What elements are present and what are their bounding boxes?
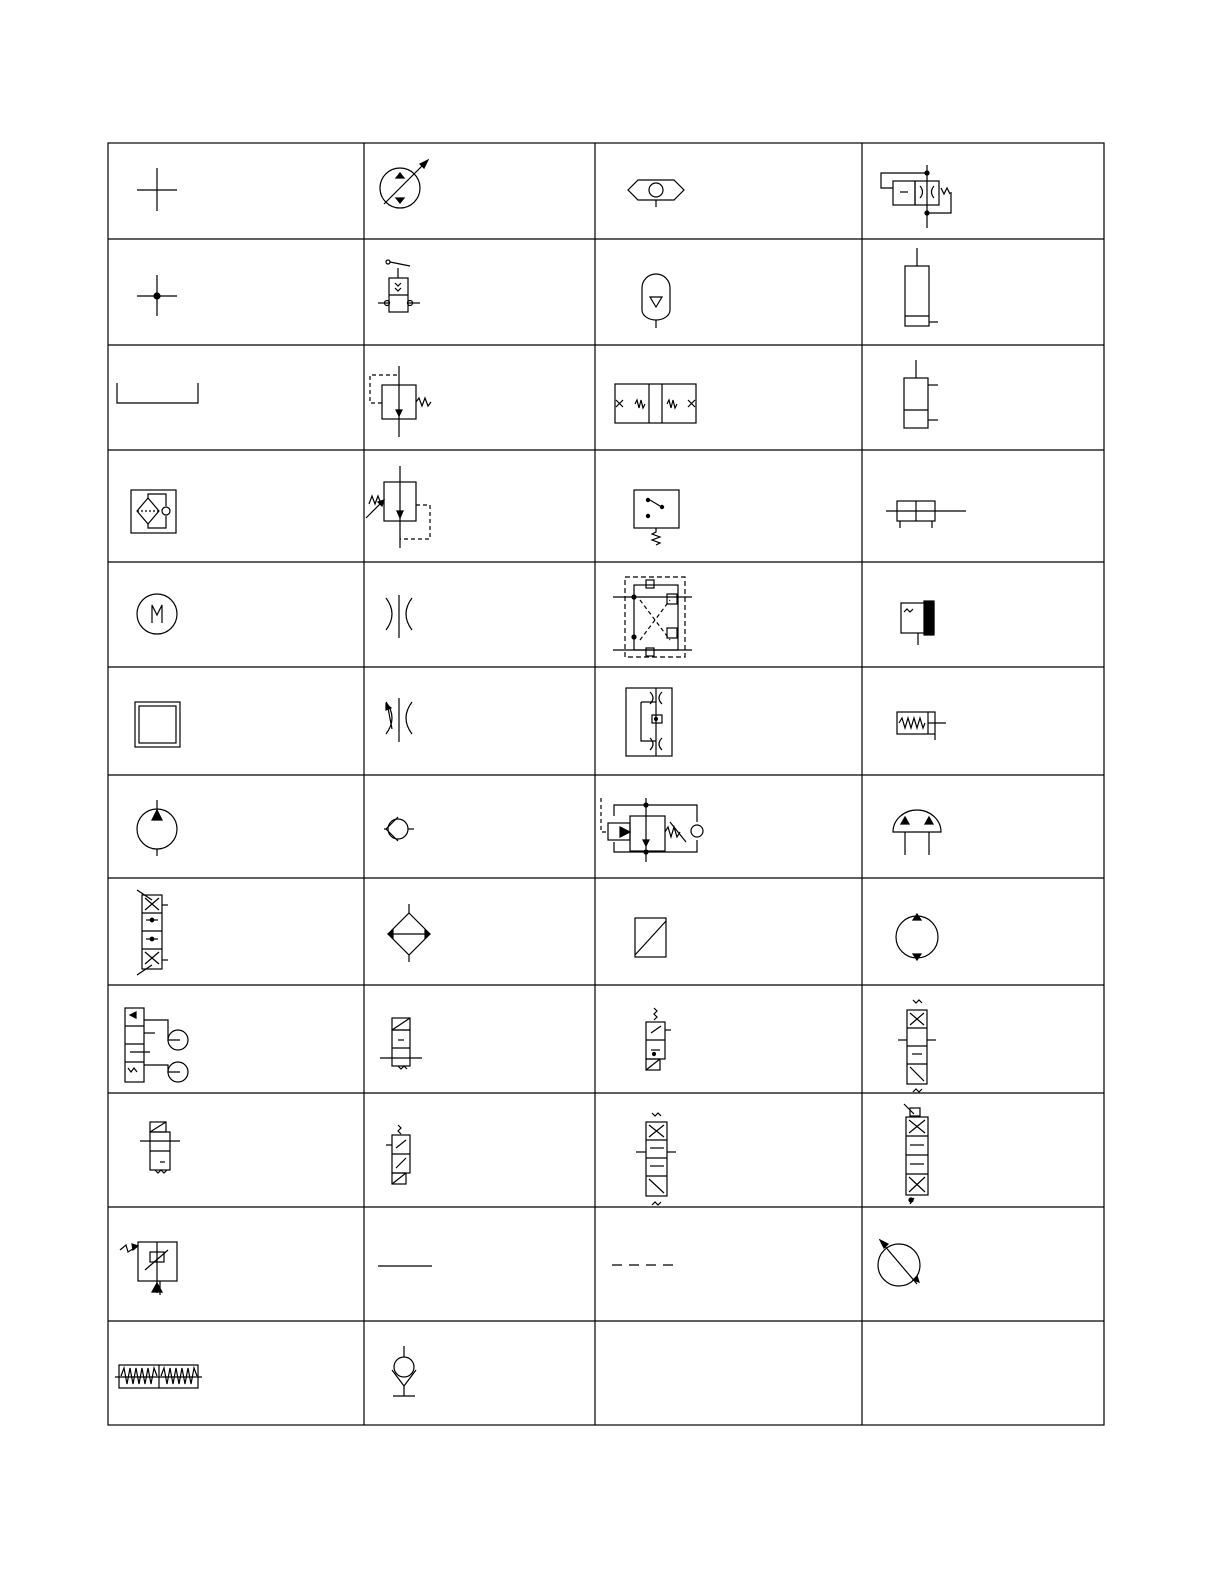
- four-way-solenoid-valve-icon: [898, 1000, 936, 1092]
- variable-displacement-motor-icon: [878, 1240, 920, 1286]
- component-enclosure-icon: [135, 702, 180, 747]
- check-valve-to-tank-icon: [392, 1346, 416, 1396]
- filter-icon: [388, 904, 430, 962]
- spring-return-cylinder-icon: [897, 712, 946, 740]
- rotary-actuator-icon: [893, 810, 941, 855]
- filter-with-bypass-icon: [131, 490, 176, 533]
- three-way-solenoid-valve-icon: [386, 1125, 410, 1184]
- two-way-solenoid-valve-icon: [380, 1018, 422, 1069]
- reservoir-icon: [117, 383, 198, 403]
- pilot-operated-motor-circuit-icon: [125, 1008, 188, 1082]
- four-way-detent-valve-icon: [636, 1113, 676, 1205]
- lines-joining-icon: [137, 275, 177, 316]
- pressure-relief-valve-icon: [370, 366, 431, 437]
- fixed-orifice-icon: [386, 595, 412, 638]
- relief-valve-with-check-icon: [601, 798, 703, 862]
- heater-cooler-icon: [635, 918, 666, 957]
- filter-lubricator-icon: [628, 180, 684, 207]
- electric-motor-icon: [137, 594, 177, 634]
- double-rod-cylinder-icon: [886, 501, 966, 528]
- four-way-manual-valve-icon: [904, 1104, 928, 1204]
- check-valve-icon: [384, 817, 414, 841]
- single-acting-cylinder-icon: [905, 248, 938, 326]
- hydraulic-pump-icon: [137, 800, 177, 856]
- double-acting-cylinder-icon: [904, 360, 938, 428]
- pressure-reducing-valve-icon: [366, 466, 430, 548]
- accumulator-icon: [642, 274, 670, 328]
- table-grid: [108, 143, 1104, 1425]
- lines-crossing-icon: [137, 168, 177, 211]
- four-way-valve-icon: [137, 890, 168, 975]
- pressure-switch-box-icon: [634, 490, 679, 545]
- solenoid-valve-spring-offset-icon: [646, 1008, 671, 1070]
- bidirectional-motor-icon: [896, 914, 938, 960]
- counterbalance-valve-assembly-icon: [613, 577, 692, 657]
- flow-control-valve-icon: [881, 165, 951, 228]
- cushioned-cylinder-icon: [901, 601, 934, 645]
- flow-divider-icon: [626, 688, 672, 756]
- proportional-valve-icon: [120, 1242, 177, 1295]
- double-acting-spring-cylinder-icon: [615, 384, 696, 423]
- variable-pump-motor-icon: [380, 160, 428, 208]
- heat-exchanger-coil-icon: [115, 1365, 202, 1388]
- variable-orifice-icon: [386, 698, 412, 742]
- pressure-switch-icon: [378, 260, 420, 312]
- two-way-valve-spring-icon: [140, 1122, 180, 1173]
